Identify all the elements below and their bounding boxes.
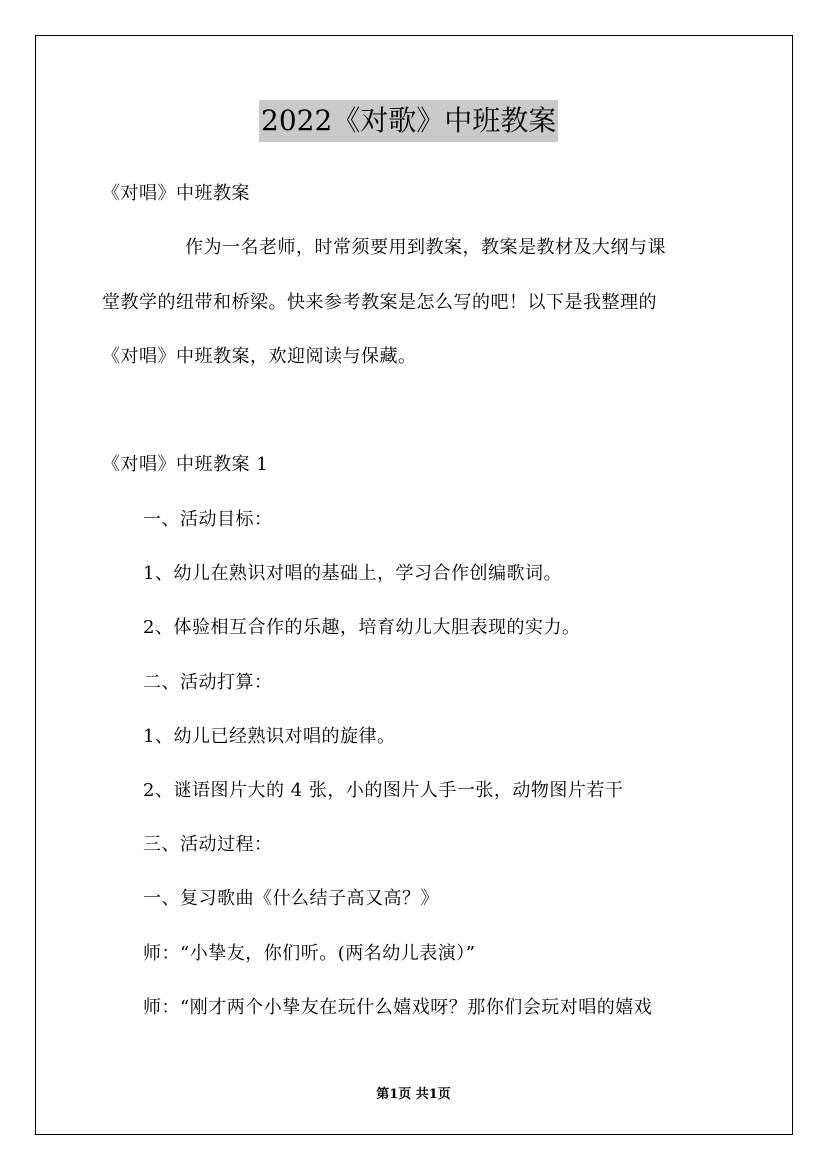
intro-line-2: 堂教学的纽带和桥梁。快来参考教案是怎么写的吧！以下是我整理的 [102, 292, 657, 313]
document-subtitle: 《对唱》中班教案 [102, 183, 250, 204]
body-line: 2、体验相互合作的乐趣，培育幼儿大胆表现的实力。 [143, 617, 581, 638]
body-line: 1、幼儿在熟识对唱的基础上，学习合作创编歌词。 [143, 563, 562, 584]
intro-line-1: 作为一名老师，时常须要用到教案，教案是教材及大纲与课 [185, 237, 666, 258]
body-line: 师：“刚才两个小挚友在玩什么嬉戏呀？那你们会玩对唱的嬉戏 [143, 997, 653, 1018]
section-heading: 《对唱》中班教案 1 [102, 454, 269, 475]
document-title: 2022《对歌》中班教案 [259, 100, 558, 142]
body-line: 2、谜语图片大的 4 张，小的图片人手一张，动物图片若干 [143, 780, 624, 801]
body-line: 二、活动打算： [143, 672, 273, 693]
body-line: 三、活动过程： [143, 834, 273, 855]
body-line: 一、活动目标： [143, 509, 273, 530]
body-line: 1、幼儿已经熟识对唱的旋律。 [143, 726, 396, 747]
body-line: 师：“小挚友，你们听。(两名幼儿表演）” [143, 943, 476, 964]
body-line: 一、复习歌曲《什么结子高又高？》 [143, 888, 439, 909]
page-number-footer: 第1页 共1页 [376, 1087, 451, 1102]
intro-line-3: 《对唱》中班教案，欢迎阅读与保藏。 [102, 346, 417, 367]
